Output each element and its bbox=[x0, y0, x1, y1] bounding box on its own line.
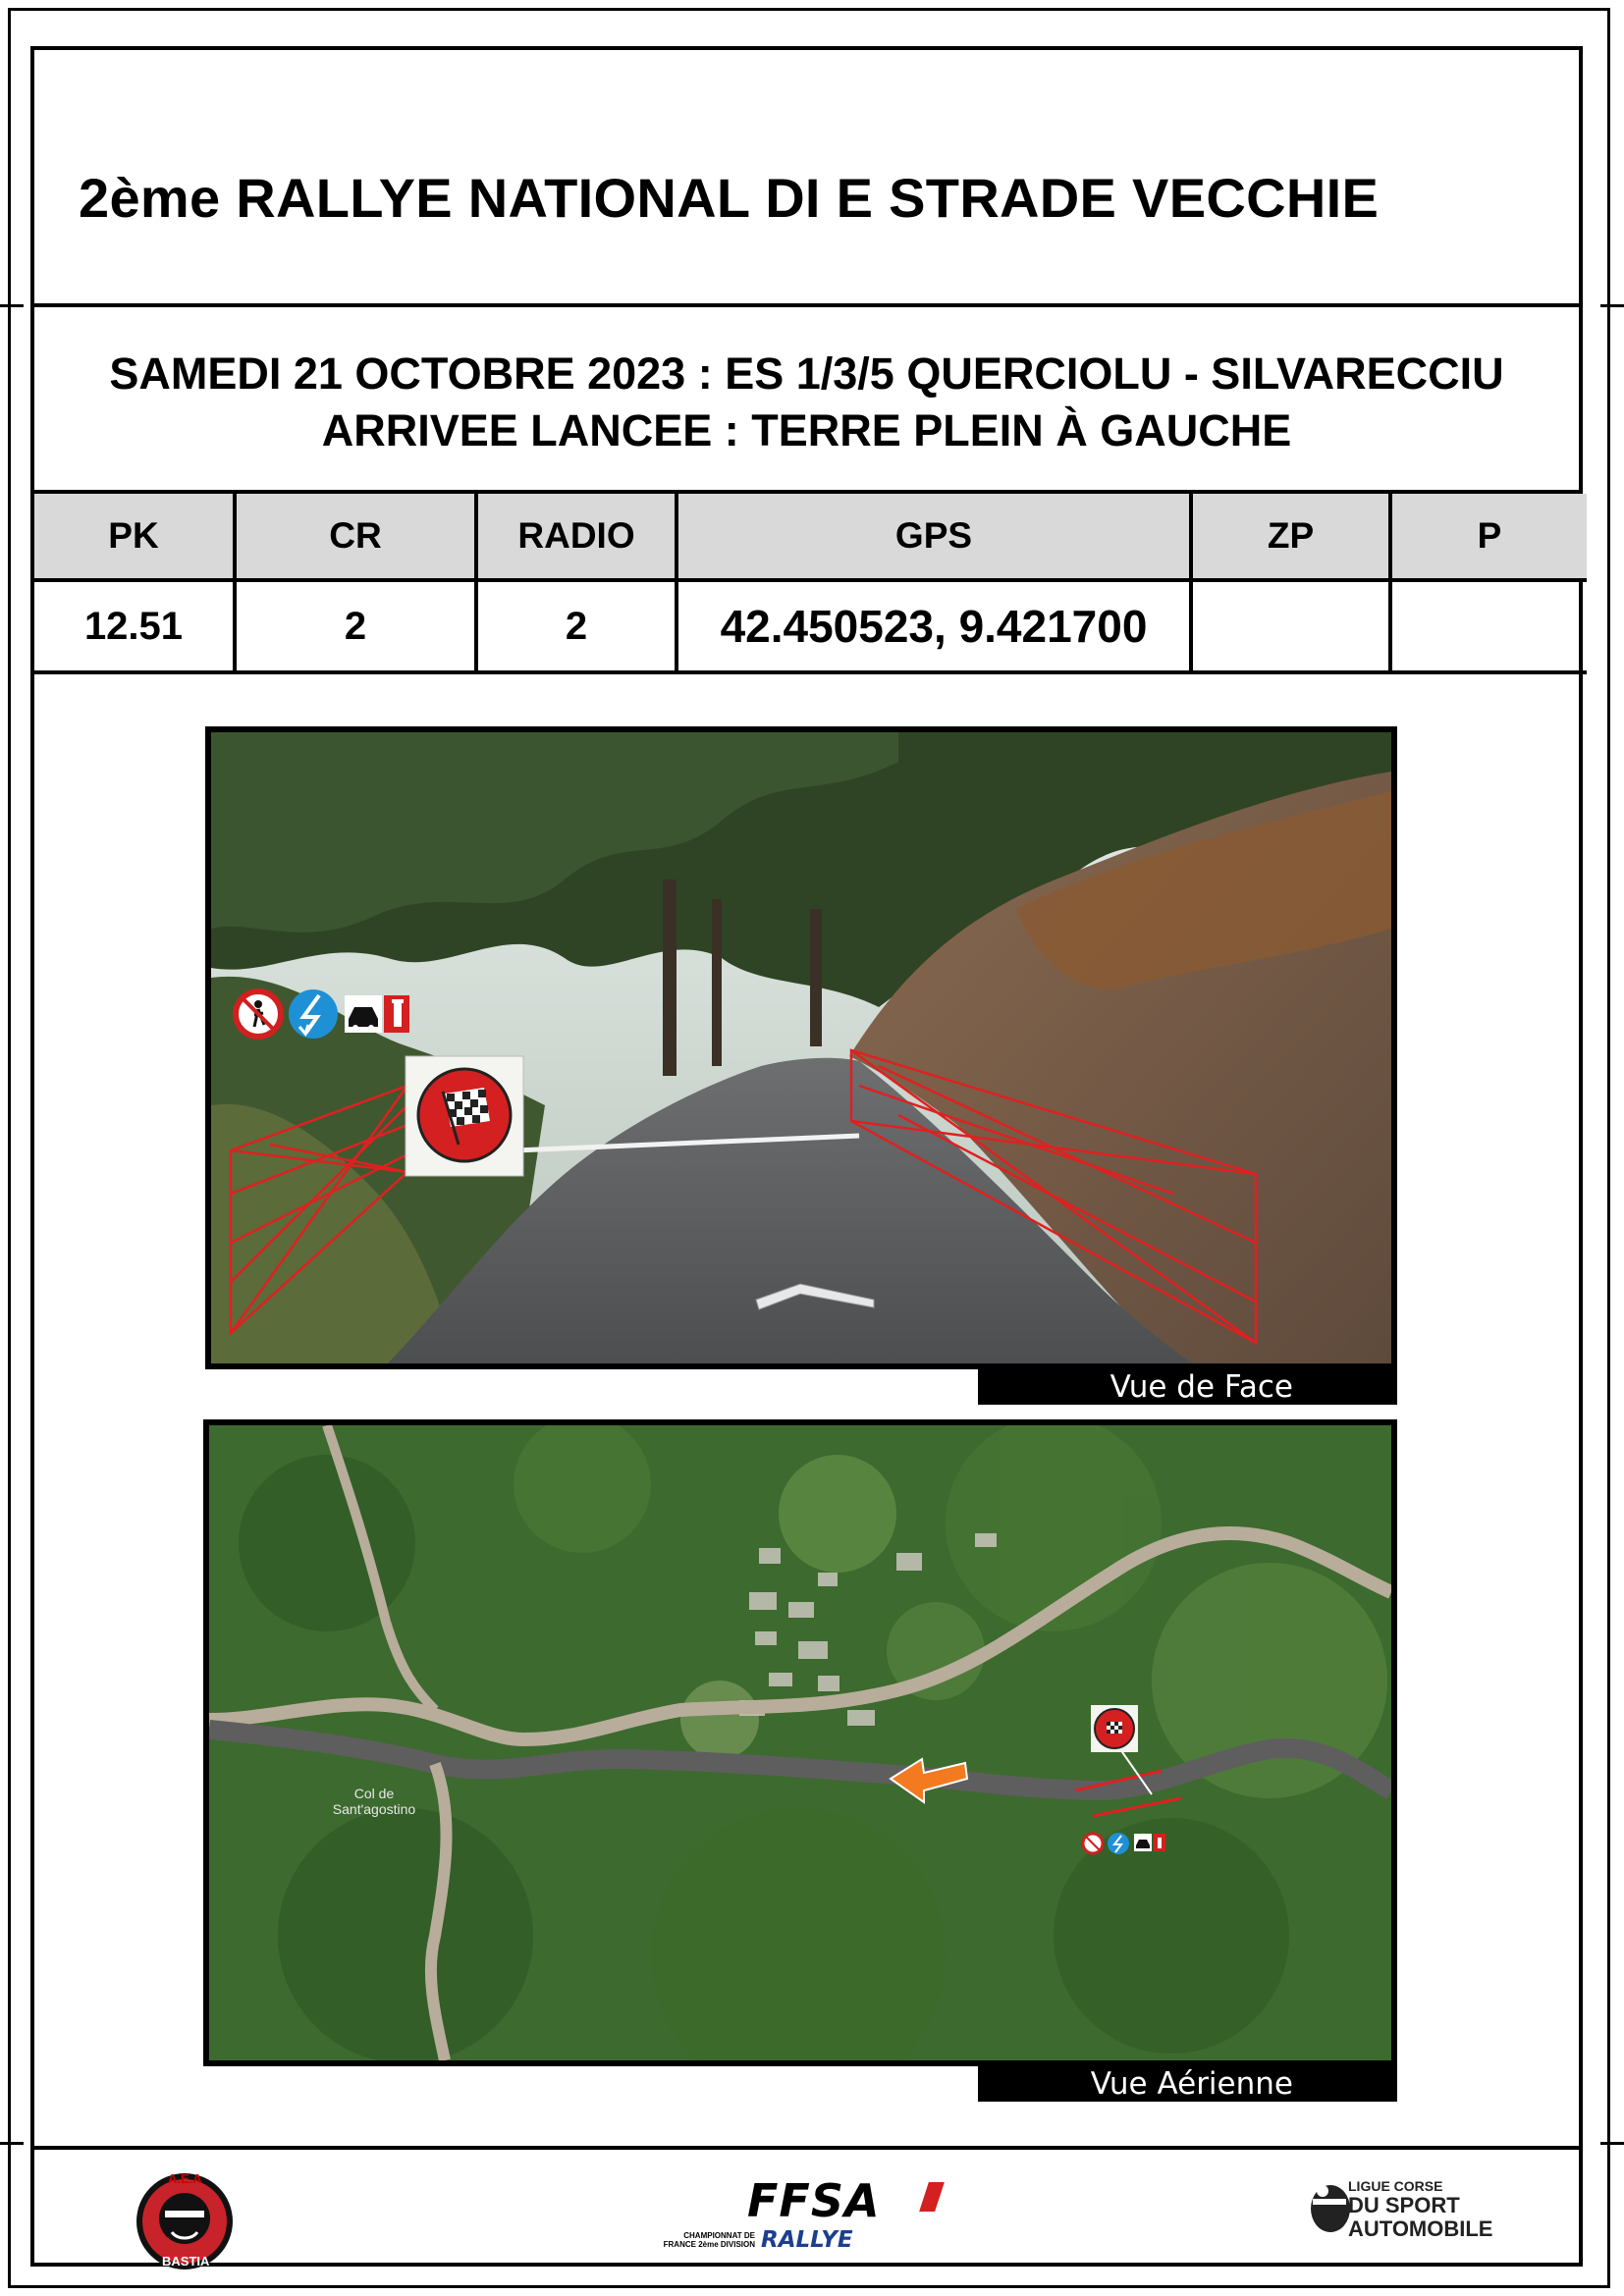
value-radio: 2 bbox=[476, 580, 677, 672]
aerial-view-photo bbox=[203, 1419, 1397, 2066]
title-section bbox=[34, 50, 1579, 307]
ffsa-sub-line2: FRANCE 2ème DIVISION bbox=[663, 2240, 755, 2249]
margin-tick bbox=[1600, 304, 1624, 307]
radio-icon bbox=[289, 989, 338, 1039]
car-icon bbox=[345, 995, 382, 1033]
ligue-line1: LIGUE CORSE bbox=[1348, 2178, 1443, 2194]
ffsa-brand: FFSA bbox=[747, 2174, 881, 2227]
document-sheet bbox=[30, 46, 1583, 2267]
ligue-line2: DU SPORT bbox=[1348, 2193, 1460, 2217]
header-zp: ZP bbox=[1191, 494, 1390, 580]
table-row bbox=[34, 580, 1587, 672]
place-label-line1: Col de bbox=[353, 1786, 395, 1801]
ffsa-flag-mark bbox=[919, 2182, 945, 2212]
aea-label-bottom: BASTIA bbox=[162, 2254, 210, 2269]
aea-bastia-logo bbox=[133, 2169, 237, 2273]
ffsa-rallye-logo bbox=[659, 2174, 963, 2272]
header-pk: PK bbox=[34, 494, 235, 580]
front-view-illustration bbox=[211, 732, 1391, 1363]
fire-extinguisher-icon bbox=[1154, 1834, 1165, 1851]
subtitle-section bbox=[34, 307, 1579, 494]
table-header-row bbox=[34, 494, 1587, 580]
car-icon bbox=[1134, 1834, 1152, 1851]
header-cr: CR bbox=[235, 494, 476, 580]
header-p: P bbox=[1390, 494, 1587, 580]
ffsa-rallye: RALLYE bbox=[761, 2227, 853, 2253]
value-pk: 12.51 bbox=[34, 580, 235, 672]
finish-subtitle: ARRIVEE LANCEE : TERRE PLEIN À GAUCHE bbox=[321, 405, 1292, 455]
info-table bbox=[34, 494, 1587, 674]
value-p bbox=[1390, 580, 1587, 672]
radio-icon bbox=[1108, 1833, 1129, 1854]
checkered-flag-icon bbox=[1091, 1705, 1138, 1752]
header-radio: RADIO bbox=[476, 494, 677, 580]
ffsa-sub-line1: CHAMPIONNAT DE bbox=[683, 2231, 755, 2240]
checkered-flag-icon bbox=[406, 1056, 523, 1176]
front-view-photo bbox=[205, 726, 1397, 1369]
no-pedestrian-icon bbox=[236, 991, 281, 1037]
fire-extinguisher-icon bbox=[384, 995, 409, 1033]
place-label-line2: Sant'agostino bbox=[332, 1801, 416, 1817]
front-view-caption: Vue de Face bbox=[978, 1369, 1397, 1405]
value-cr: 2 bbox=[235, 580, 476, 672]
ligue-corse-logo bbox=[1303, 2169, 1493, 2258]
ligue-line3: AUTOMOBILE bbox=[1348, 2216, 1493, 2241]
margin-tick bbox=[0, 304, 24, 307]
aea-label-top: A.E.A bbox=[168, 2171, 202, 2186]
value-gps: 42.450523, 9.421700 bbox=[677, 580, 1191, 672]
stage-subtitle: SAMEDI 21 OCTOBRE 2023 : ES 1/3/5 QUERCIOLU - SILVARECCIU bbox=[109, 348, 1504, 399]
footer-logos bbox=[34, 2146, 1579, 2267]
margin-tick bbox=[1600, 2142, 1624, 2145]
header-gps: GPS bbox=[677, 494, 1191, 580]
value-zp bbox=[1191, 580, 1390, 672]
aerial-view-illustration bbox=[209, 1425, 1391, 2060]
margin-tick bbox=[0, 2142, 24, 2145]
page-title: 2ème RALLYE NATIONAL DI E STRADE VECCHIE bbox=[79, 167, 1380, 229]
aerial-view-caption: Vue Aérienne bbox=[978, 2066, 1397, 2102]
no-pedestrian-icon bbox=[1083, 1834, 1103, 1853]
moor-head-icon bbox=[1303, 2177, 1354, 2236]
